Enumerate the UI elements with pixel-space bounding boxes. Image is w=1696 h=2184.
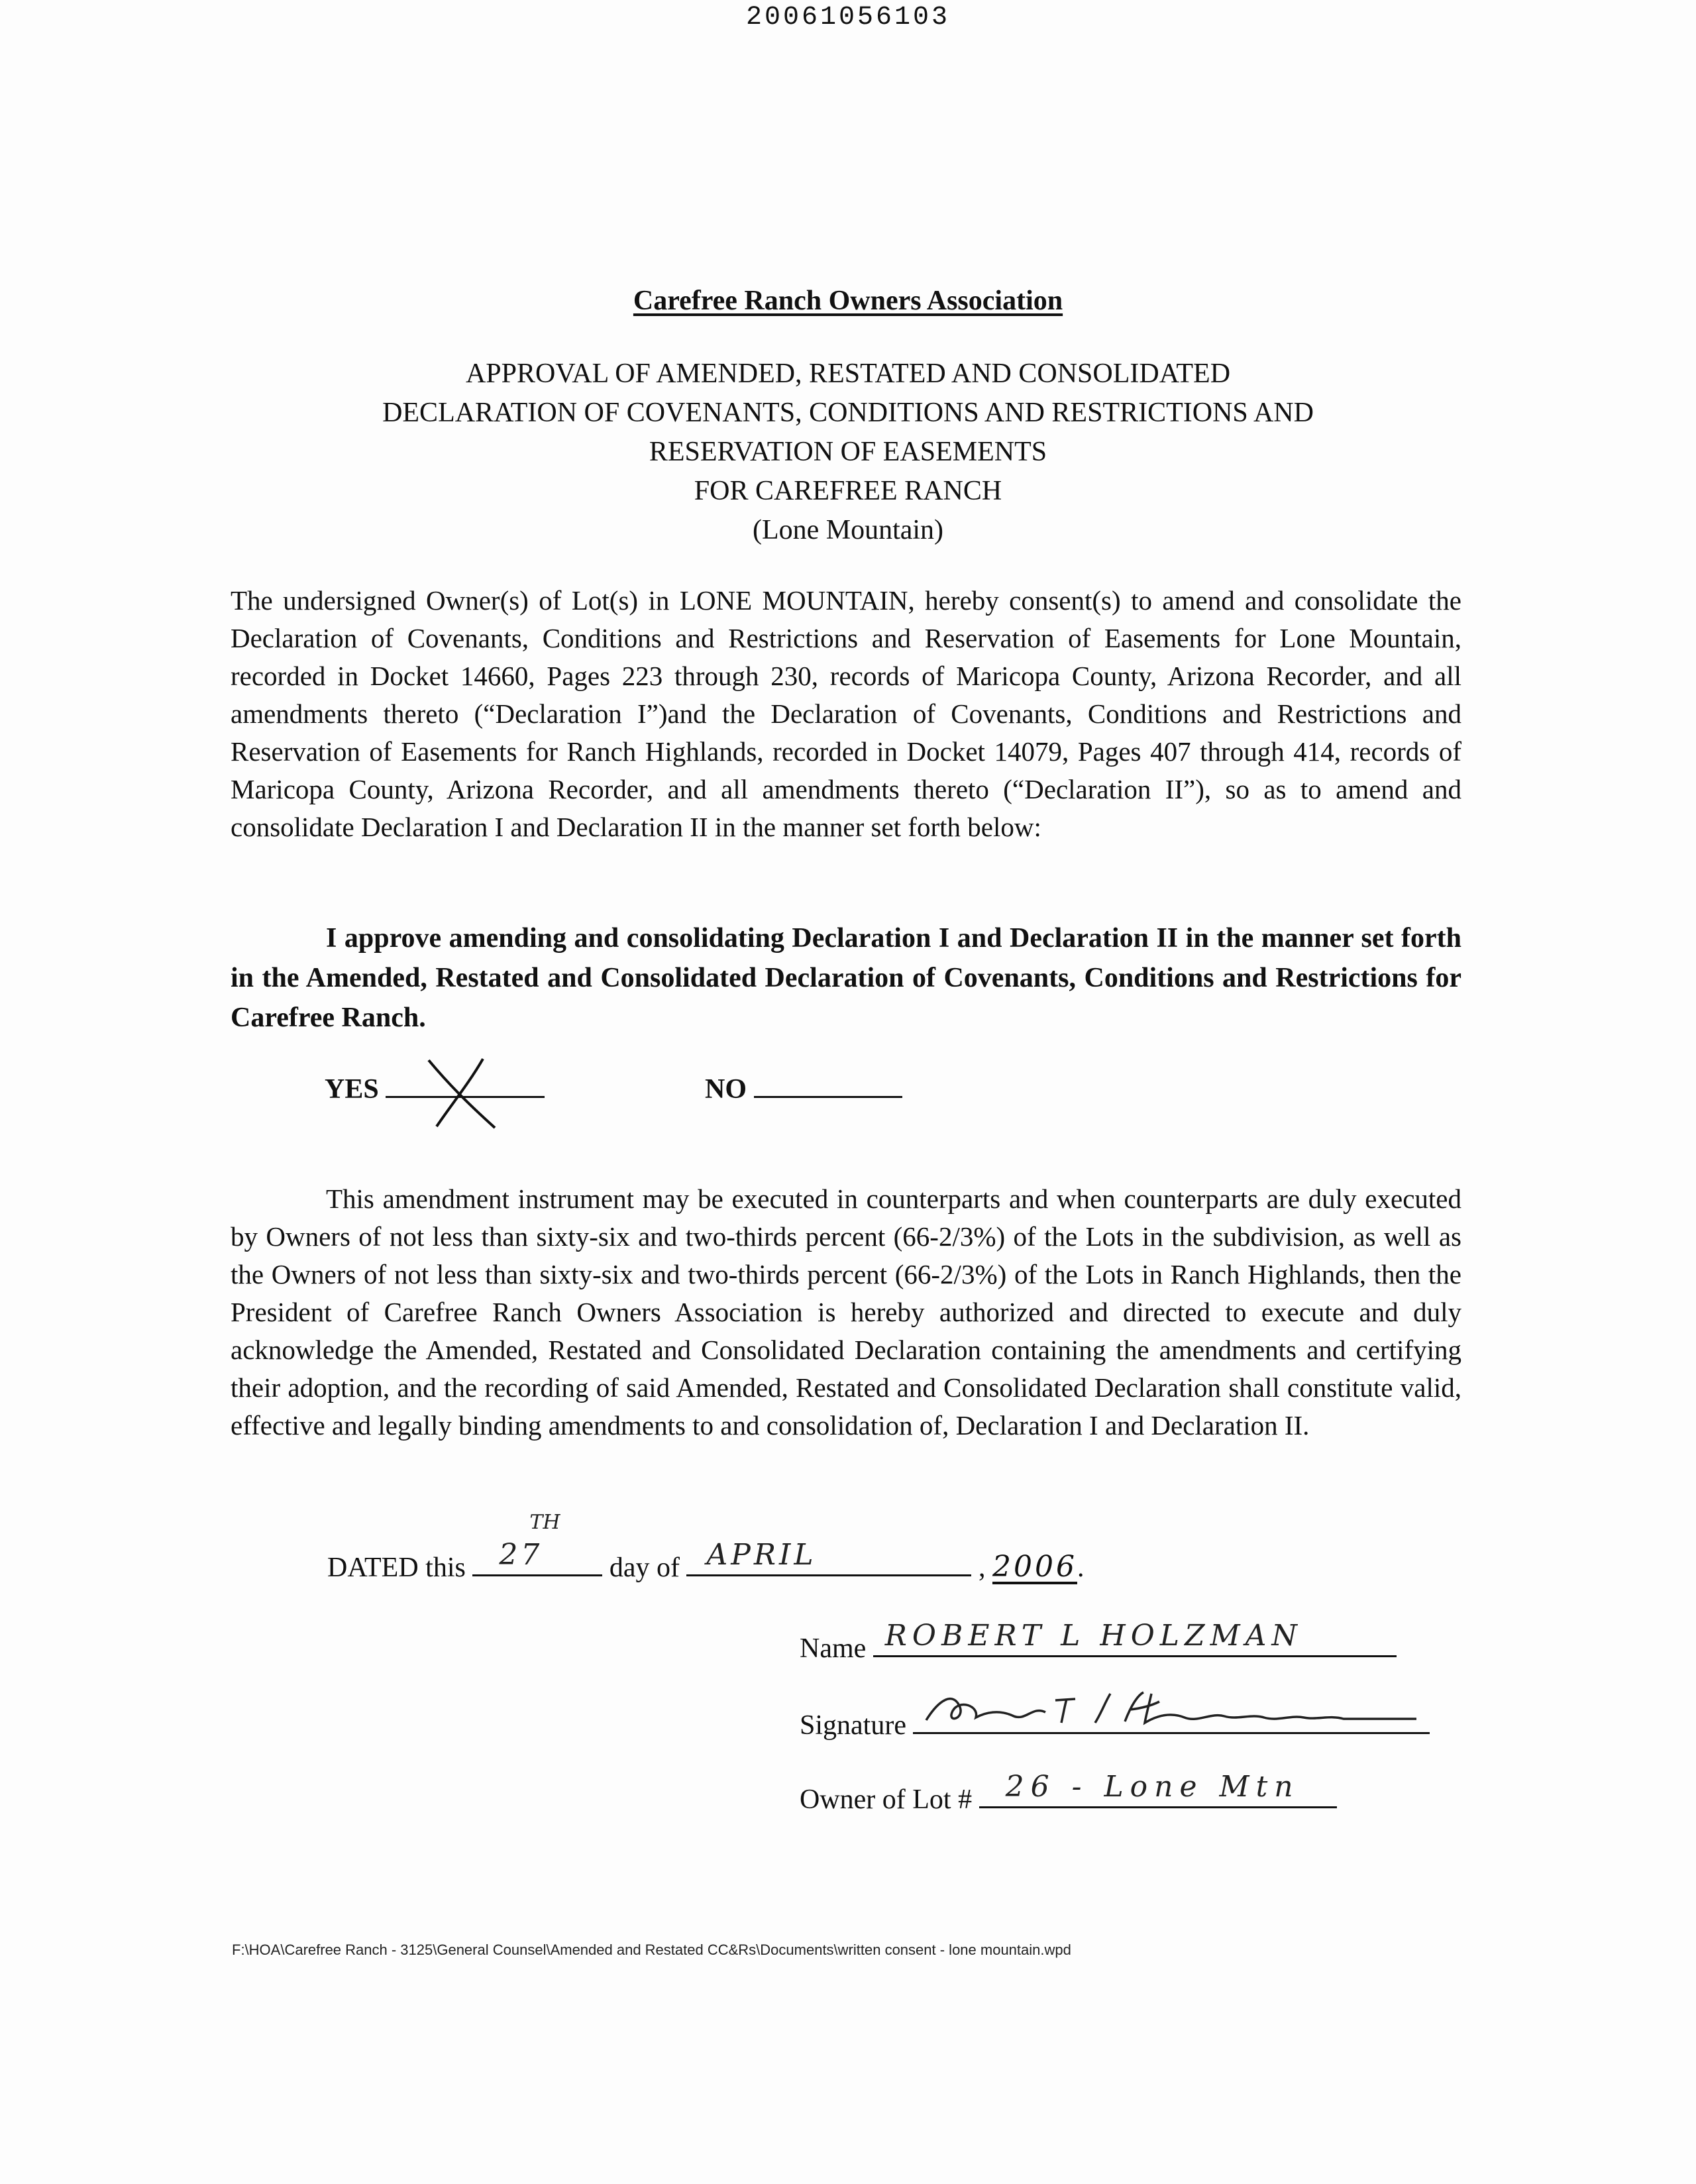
title-line: DECLARATION OF COVENANTS, CONDITIONS AND RESTRICTIONS AND (382, 398, 1314, 428)
title-line: RESERVATION OF EASEMENTS (649, 437, 1047, 467)
no-label: NO (705, 1074, 747, 1105)
title-line: FOR CAREFREE RANCH (694, 476, 1002, 506)
signature-label: Signature (800, 1710, 906, 1741)
day-of-label: day of (609, 1553, 680, 1583)
lot-value: 26 - Lone Mtn (1005, 1770, 1300, 1804)
year-value[interactable]: 2006 (992, 1550, 1077, 1584)
execution-paragraph: This amendment instrument may be executed in counterparts and when counterparts are duly executed by Owners of not less than sixty-six and two-thirds percent (66-2/3%) of the Lots in the subdivision, as well as the Owners of not less than sixty-six and two-thirds percent (66-2/3%) of the Lots in Ranch Highlands, then the President of Carefree Ranch Owners Association is hereby authorized and directed to execute and duly acknowledge the Amended, Restated and Consolidated Declaration containing the amendments and certifying their adoption, and the recording of said Amended, Restated and Consolidated Declaration shall constitute valid, effective and legally binding amendments to and consolidation of, Declaration I and Declaration II. (231, 1183, 1461, 1441)
file-path-footer: F:\HOA\Carefree Ranch - 3125\General Counsel\Amended and Restated CC&Rs\Documents\written consent - lone mountain.wpd (232, 1941, 1071, 1958)
day-field[interactable] (472, 1511, 602, 1576)
month-value: APRIL (706, 1538, 817, 1572)
name-row (800, 1619, 1397, 1665)
day-value: 27 (499, 1538, 543, 1572)
document-number: 20061056103 (745, 3, 951, 32)
signature-row (800, 1702, 1430, 1741)
lot-label: Owner of Lot # (800, 1784, 973, 1815)
name-field[interactable] (873, 1619, 1397, 1657)
title-line: (Lone Mountain) (752, 515, 944, 545)
x-mark-icon (422, 1058, 502, 1130)
vote-no (705, 1073, 902, 1105)
document-title (0, 355, 1696, 550)
dated-line: DATED this 27 TH day of APRIL , 2006. (327, 1511, 1085, 1584)
lot-field[interactable] (979, 1770, 1337, 1808)
title-line: APPROVAL OF AMENDED, RESTATED AND CONSOLIDATED (465, 358, 1231, 389)
vote-yes (325, 1073, 545, 1105)
name-value: ROBERT L HOLZMAN (884, 1619, 1302, 1653)
organization-heading (0, 285, 1696, 317)
day-suffix: TH (529, 1511, 560, 1534)
no-checkbox-line[interactable] (754, 1076, 902, 1098)
lot-row (800, 1770, 1337, 1816)
yes-label: YES (325, 1074, 379, 1105)
signature-field[interactable] (913, 1702, 1430, 1734)
organization-name: Carefree Ranch Owners Association (633, 286, 1063, 316)
approval-statement: I approve amending and consolidating Declaration I and Declaration II in the manner set forth in the Amended, Restated and Consolidated Declaration of Covenants, Conditions and Restrictions for Carefree Ranch. (231, 923, 1461, 1033)
consent-paragraph: The undersigned Owner(s) of Lot(s) in LONE MOUNTAIN, hereby consent(s) to amend and consolidate the Declaration of Covenants, Conditions and Restrictions and Reservation of Easements for Lone Mountain, recorded in Docket 14660, Pages 223 through 230, records of Maricopa County, Arizona Recorder, and all amendments thereto (“Declaration I”)and the Declaration of Covenants, Conditions and Restrictions and Reservation of Easements for Ranch Highlands, recorded in Docket 14079, Pages 407 through 414, records of Maricopa County, Arizona Recorder, and all amendments thereto (“Declaration II”), so as to amend and consolidate Declaration I and Declaration II in the manner set forth below: (231, 585, 1461, 842)
month-field[interactable] (686, 1538, 971, 1576)
handwritten-signature-icon (913, 1686, 1430, 1732)
yes-checkbox-line[interactable] (386, 1076, 545, 1098)
dated-prefix: DATED this (327, 1553, 466, 1583)
name-label: Name (800, 1633, 867, 1664)
